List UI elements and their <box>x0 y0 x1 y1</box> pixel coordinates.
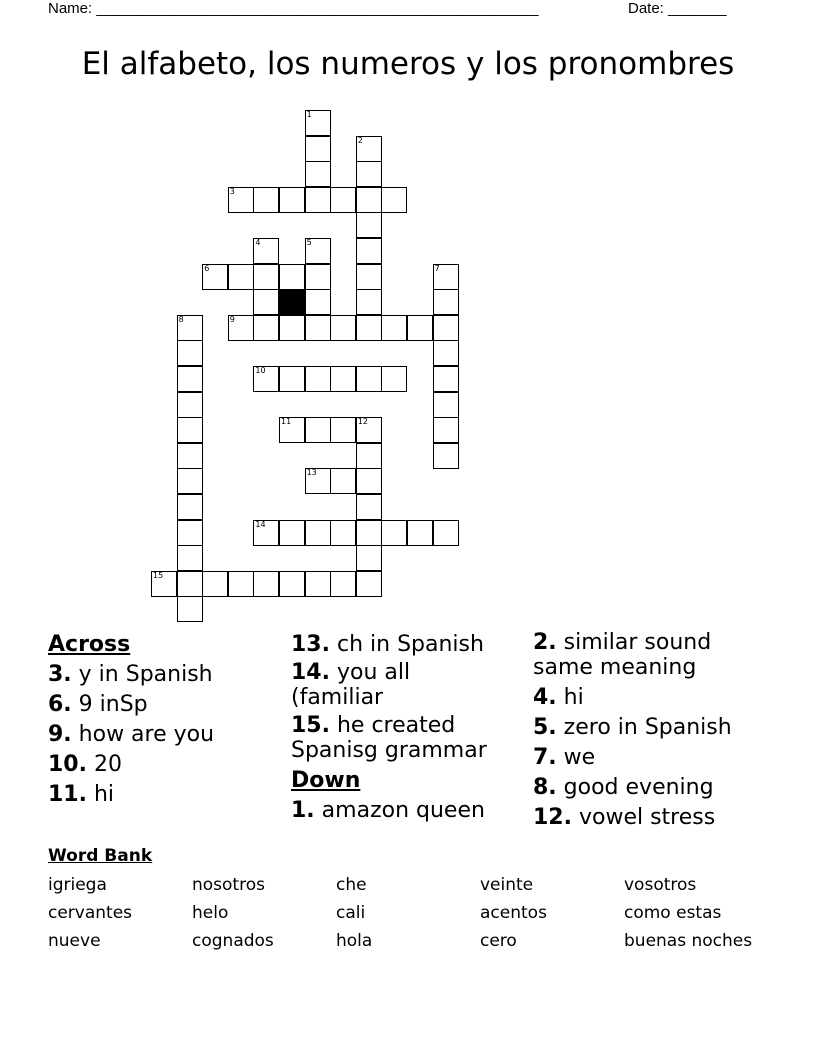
crossword-cell[interactable] <box>356 520 382 546</box>
crossword-cell[interactable] <box>177 392 203 418</box>
crossword-cell[interactable] <box>177 417 203 443</box>
crossword-cell[interactable] <box>381 520 407 546</box>
crossword-cell[interactable] <box>305 315 331 341</box>
date-field[interactable]: Date: _______ <box>628 0 727 17</box>
crossword-cell[interactable] <box>433 520 459 546</box>
crossword-cell[interactable] <box>305 264 331 290</box>
crossword-cell[interactable] <box>433 417 459 443</box>
word-bank-item: vosotros <box>624 875 697 895</box>
crossword-cell[interactable] <box>177 545 203 571</box>
clue-number-label: 3 <box>229 186 235 196</box>
clues-column-1 <box>48 630 288 810</box>
clue-across-13: 13. ch in Spanish <box>291 632 484 657</box>
crossword-cell[interactable] <box>330 520 356 546</box>
crossword-cell[interactable] <box>356 571 382 597</box>
word-bank-item: como estas <box>624 903 722 923</box>
crossword-cell[interactable] <box>356 187 382 213</box>
crossword-cell[interactable] <box>305 161 331 187</box>
crossword-cell[interactable] <box>228 571 254 597</box>
crossword-cell[interactable] <box>177 443 203 469</box>
across-heading: Across <box>48 632 131 657</box>
crossword-cell[interactable] <box>356 289 382 315</box>
crossword-cell[interactable] <box>305 289 331 315</box>
crossword-cell[interactable] <box>253 315 279 341</box>
clue-down-12: 12. vowel stress <box>533 805 716 830</box>
crossword-cell[interactable] <box>279 315 305 341</box>
crossword-cell[interactable] <box>356 545 382 571</box>
crossword-cell[interactable] <box>305 571 331 597</box>
word-bank-item: hola <box>336 931 373 951</box>
clue-number-label: 12 <box>357 417 368 427</box>
crossword-cell[interactable] <box>356 494 382 520</box>
word-bank-item: acentos <box>480 903 547 923</box>
clue-number-label: 14 <box>255 519 266 529</box>
crossword-cell[interactable] <box>202 571 228 597</box>
crossword-cell[interactable] <box>253 571 279 597</box>
clue-down-7: 7. we <box>533 745 596 770</box>
clue-number-label: 8 <box>178 314 184 324</box>
word-bank-item: cognados <box>192 931 274 951</box>
crossword-cell[interactable] <box>356 315 382 341</box>
crossword-cell[interactable] <box>177 571 203 597</box>
clue-down-2: 2. similar sound same meaning <box>533 630 712 680</box>
word-bank-item: helo <box>192 903 229 923</box>
crossword-cell[interactable] <box>433 340 459 366</box>
crossword-cell[interactable] <box>279 187 305 213</box>
crossword-cell[interactable] <box>305 366 331 392</box>
crossword-cell[interactable] <box>177 366 203 392</box>
crossword-cell[interactable] <box>177 468 203 494</box>
crossword-cell[interactable] <box>356 366 382 392</box>
clues-column-3 <box>533 630 783 833</box>
clue-across-6: 6. 9 inSp <box>48 692 148 717</box>
crossword-cell[interactable] <box>253 289 279 315</box>
page-title: El alfabeto, los numeros y los pronombres <box>81 46 735 82</box>
crossword-cell[interactable] <box>305 417 331 443</box>
crossword-cell[interactable] <box>407 520 433 546</box>
crossword-cell[interactable] <box>279 264 305 290</box>
clue-across-9: 9. how are you <box>48 722 215 747</box>
crossword-cell[interactable] <box>433 289 459 315</box>
word-bank-item: buenas noches <box>624 931 753 951</box>
clue-number-label: 10 <box>255 366 266 375</box>
clue-down-4: 4. hi <box>533 685 584 710</box>
crossword-cell[interactable] <box>356 212 382 238</box>
word-bank-item: veinte <box>480 875 534 895</box>
clue-number-label: 11 <box>281 417 292 427</box>
clue-down-1: 1. amazon queen <box>291 798 485 823</box>
crossword-black-cell <box>279 289 305 315</box>
crossword-cell[interactable] <box>330 468 356 494</box>
word-bank-item: nueve <box>48 931 101 951</box>
word-bank-heading: Word Bank <box>48 846 153 866</box>
crossword-cell[interactable] <box>330 366 356 392</box>
crossword-cell[interactable] <box>177 596 203 622</box>
down-heading: Down <box>291 768 361 793</box>
crossword-cell[interactable] <box>356 264 382 290</box>
clue-number-label: 7 <box>434 263 440 273</box>
crossword-cell[interactable] <box>253 187 279 213</box>
crossword-cell[interactable] <box>433 366 459 392</box>
crossword-cell[interactable] <box>433 443 459 469</box>
clue-number-label: 9 <box>229 314 235 324</box>
crossword-cell[interactable] <box>228 264 254 290</box>
crossword-cell[interactable] <box>279 366 305 392</box>
clue-number-label: 13 <box>306 468 317 478</box>
word-bank-item: che <box>336 875 367 895</box>
word-bank-item: igriega <box>48 875 107 895</box>
word-bank-item: cervantes <box>48 903 133 923</box>
clue-across-14: 14. you all (familiar <box>291 660 411 710</box>
crossword-cell[interactable] <box>381 187 407 213</box>
crossword-cell[interactable] <box>253 264 279 290</box>
crossword-cell[interactable] <box>177 340 203 366</box>
name-field[interactable]: Name: _____________________________________________________ <box>48 0 539 17</box>
clue-across-15: 15. he created Spanisg grammar <box>291 713 487 763</box>
clue-across-3: 3. y in Spanish <box>48 662 213 687</box>
clue-number-label: 15 <box>153 570 164 580</box>
crossword-cell[interactable] <box>407 315 433 341</box>
crossword-cell[interactable] <box>356 443 382 469</box>
crossword-cell[interactable] <box>305 187 331 213</box>
crossword-cell[interactable] <box>305 136 331 162</box>
clue-down-8: 8. good evening <box>533 775 714 800</box>
crossword-cell[interactable] <box>330 315 356 341</box>
clue-number-label: 1 <box>306 110 312 119</box>
crossword-cell[interactable] <box>381 315 407 341</box>
clue-number-label: 6 <box>204 263 210 273</box>
crossword-cell[interactable] <box>177 520 203 546</box>
clue-down-5: 5. zero in Spanish <box>533 715 732 740</box>
crossword-cell[interactable] <box>433 392 459 418</box>
crossword-cell[interactable] <box>177 494 203 520</box>
clue-number-label: 2 <box>357 135 363 145</box>
crossword-cell[interactable] <box>279 571 305 597</box>
clue-across-11: 11. hi <box>48 782 115 807</box>
word-bank-item: cali <box>336 903 366 923</box>
word-bank-item: nosotros <box>192 875 265 895</box>
word-bank-item: cero <box>480 931 517 951</box>
crossword-cell[interactable] <box>330 187 356 213</box>
crossword-cell[interactable] <box>433 315 459 341</box>
clue-number-label: 4 <box>255 238 261 247</box>
clues-column-2 <box>291 630 531 826</box>
crossword-cell[interactable] <box>305 520 331 546</box>
crossword-cell[interactable] <box>356 238 382 264</box>
clue-across-10: 10. 20 <box>48 752 122 777</box>
crossword-cell[interactable] <box>381 366 407 392</box>
crossword-cell[interactable] <box>330 571 356 597</box>
crossword-cell[interactable] <box>356 161 382 187</box>
crossword-cell[interactable] <box>356 468 382 494</box>
crossword-cell[interactable] <box>330 417 356 443</box>
clue-number-label: 5 <box>306 238 312 247</box>
crossword-cell[interactable] <box>279 520 305 546</box>
